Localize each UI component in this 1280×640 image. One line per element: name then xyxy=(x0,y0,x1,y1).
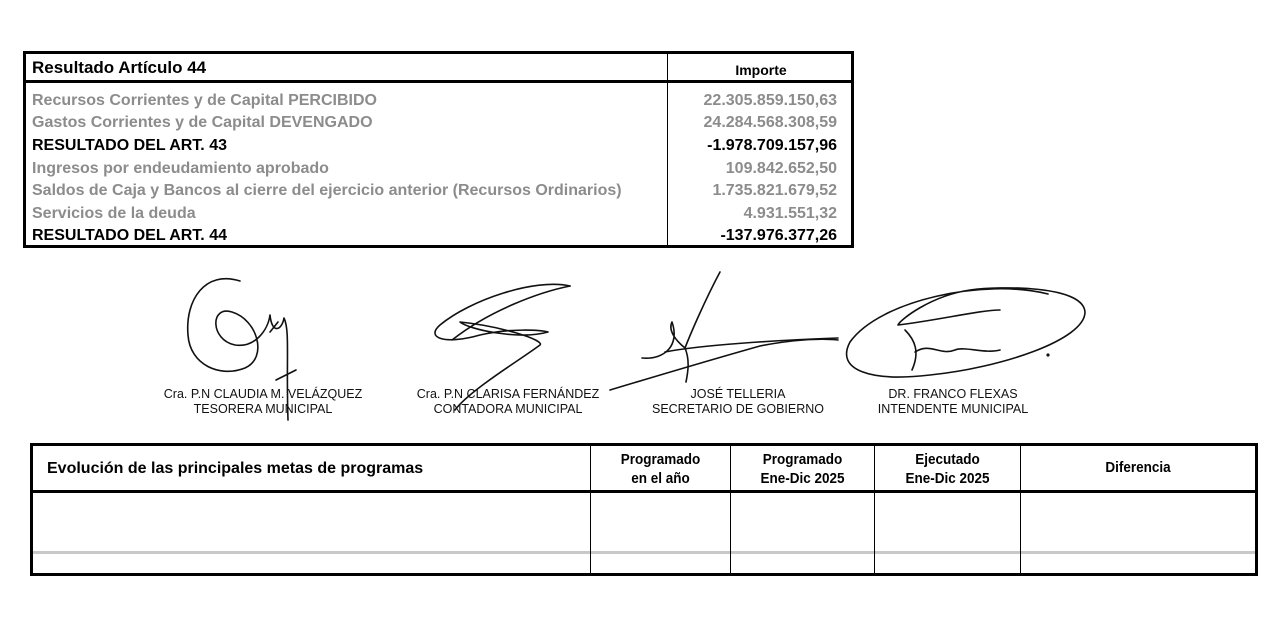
row-value: 4.931.551,32 xyxy=(743,205,837,222)
signature-telleria xyxy=(610,272,838,390)
row-label: Gastos Corrientes y de Capital DEVENGADO xyxy=(32,114,373,131)
row-value: 1.735.821.679,52 xyxy=(712,182,837,199)
row-value: -137.976.377,26 xyxy=(720,227,837,244)
signature-block xyxy=(865,387,1041,417)
goals-table-title: Evolución de las principales metas de programas xyxy=(47,460,424,477)
signature-flexas xyxy=(847,288,1085,377)
signatory-name: Cra. P.N CLARISA FERNÁNDEZ xyxy=(416,387,600,401)
signature-block xyxy=(410,387,606,417)
row-label: Servicios de la deuda xyxy=(32,205,196,222)
signature-block xyxy=(640,387,836,417)
row-value: 24.284.568.308,59 xyxy=(703,114,837,131)
row-label: Ingresos por endeudamiento aprobado xyxy=(32,160,329,177)
signatory-name: DR. FRANCO FLEXAS xyxy=(888,387,1018,401)
importe-column-header: Importe xyxy=(735,62,787,78)
column-header: Ejecutado Ene-Dic 2025 xyxy=(905,451,990,487)
row-value: -1.978.709.157,96 xyxy=(707,137,837,154)
signatory-role: TESORERA MUNICIPAL xyxy=(193,402,333,416)
row-label: Saldos de Caja y Bancos al cierre del ejercicio anterior (Recursos Ordinarios) xyxy=(32,182,622,199)
goals-table xyxy=(30,443,1258,576)
row-value: 109.842.652,50 xyxy=(725,160,837,177)
column-header: Programado Ene-Dic 2025 xyxy=(760,451,845,487)
signatory-role: CONTADORA MUNICIPAL xyxy=(433,402,583,416)
row-value: 22.305.859.150,63 xyxy=(703,92,837,109)
row-label: RESULTADO DEL ART. 43 xyxy=(32,137,227,154)
result-table-title: Resultado Artículo 44 xyxy=(32,58,207,77)
signatory-name: JOSÉ TELLERIA xyxy=(690,387,786,401)
signatory-role: SECRETARIO DE GOBIERNO xyxy=(651,402,824,416)
row-label: Recursos Corrientes y de Capital PERCIBIDO xyxy=(32,92,377,109)
column-header: Programado en el año xyxy=(620,451,701,487)
signatory-name: Cra. P.N CLAUDIA M. VELÁZQUEZ xyxy=(163,387,363,401)
signature-block xyxy=(160,387,366,417)
column-header: Diferencia xyxy=(1105,459,1171,476)
signatory-role: INTENDENTE MUNICIPAL xyxy=(877,402,1029,416)
row-label: RESULTADO DEL ART. 44 xyxy=(32,227,227,244)
